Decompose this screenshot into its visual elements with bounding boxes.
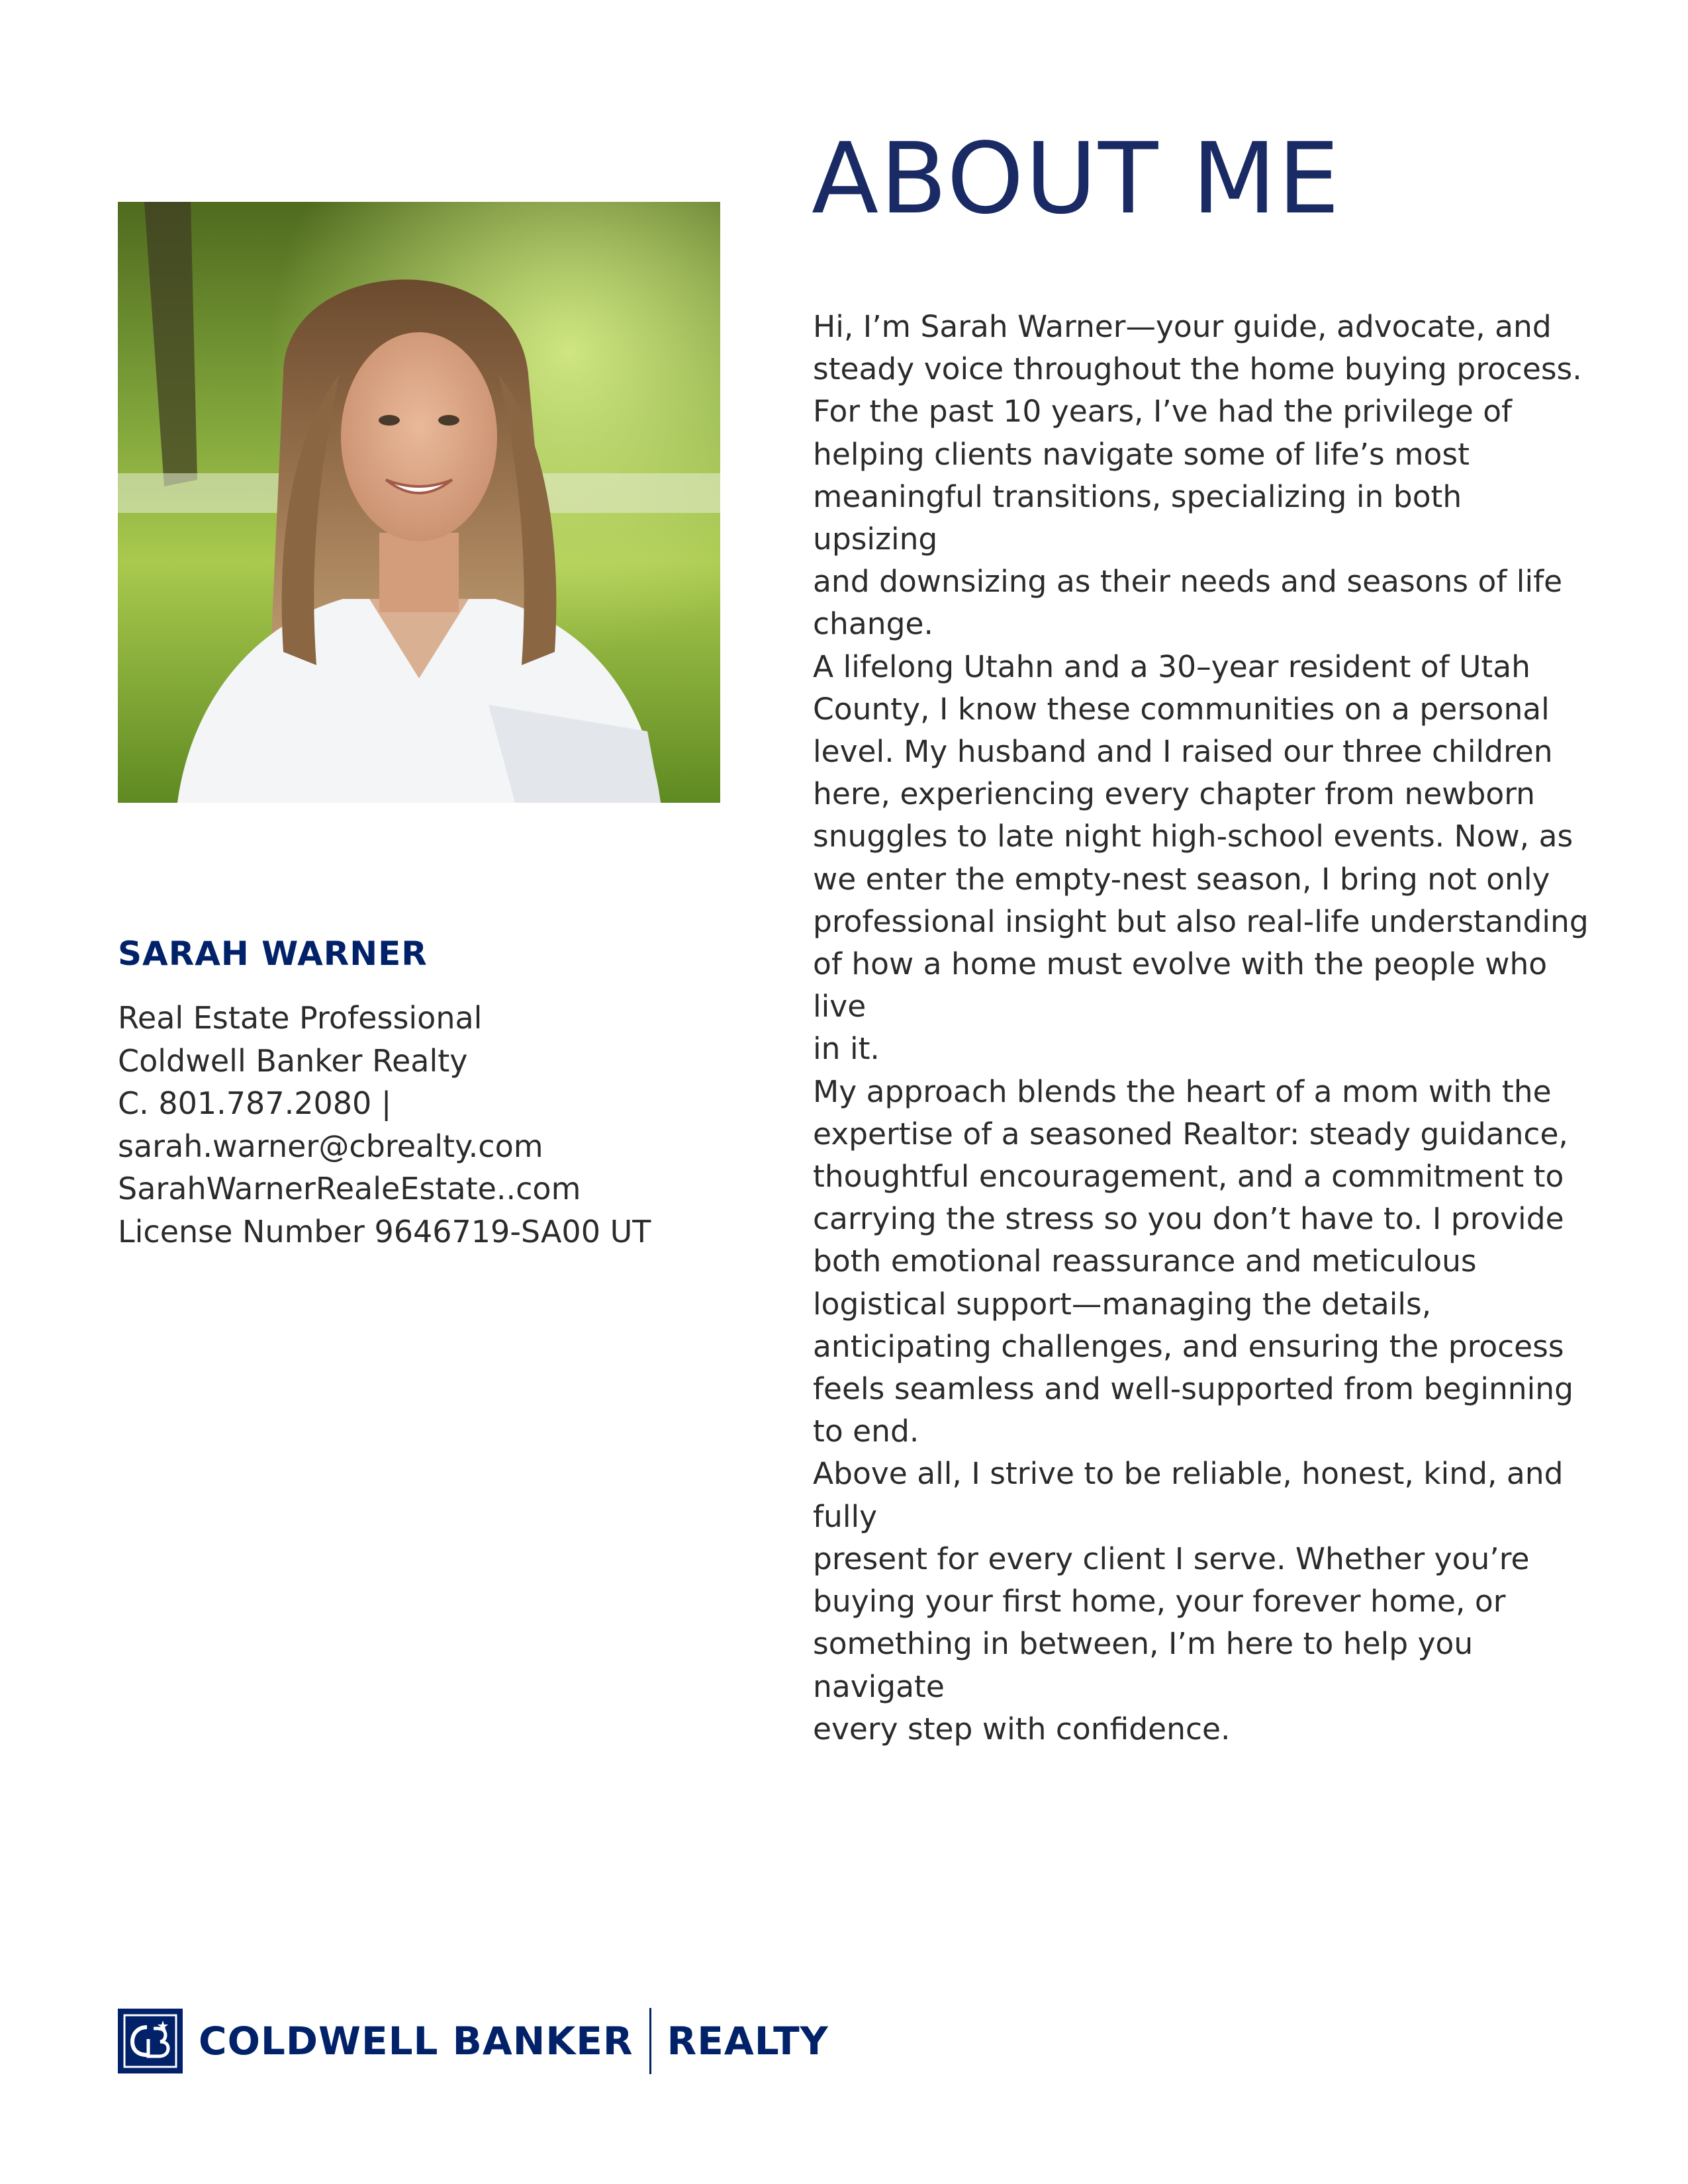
agent-website[interactable]: SarahWarnerRealeEstate..com — [118, 1171, 581, 1206]
agent-name: SARAH WARNER — [118, 934, 428, 973]
agent-email[interactable]: sarah.warner@cbrealty.com — [118, 1128, 543, 1164]
agent-headshot-photo — [118, 202, 720, 803]
logo-wordmark-realty: REALTY — [667, 2019, 829, 2064]
logo-wordmark-coldwell-banker: COLDWELL BANKER — [199, 2019, 633, 2064]
bio-paragraph: My approach blends the heart of a mom with the expertise of a seasoned Realtor: steady guidance, thoughtful encouragement, and a commitment to carrying the stress so you don’t have to. I provide both emotional reassurance and meticulous logistical support—managing the details, anticipating challenges, and ensuring the process feels seamless and well-supported from beginning to end. — [813, 1073, 1574, 1449]
logo-divider — [649, 2008, 651, 2074]
agent-contact-block — [118, 997, 714, 1253]
bio-paragraph: Above all, I strive to be reliable, honest, kind, and fully present for every client I serve. Whether you’re buying your first home, your forever home, or something in between, I’m here to help you navigate every step with confidence. — [813, 1456, 1564, 1747]
bio-text — [813, 306, 1594, 1751]
page-title: ABOUT ME — [812, 122, 1341, 236]
bio-paragraph: Hi, I’m Sarah Warner—your guide, advocate, and steady voice throughout the home buying process. For the past 10 years, I’ve had the privilege of helping clients navigate some of life’s most meaningful transitions, specializing in both upsizing and downsizing as their needs and seasons of life change. — [813, 309, 1582, 642]
coldwell-banker-realty-logo — [118, 2008, 829, 2074]
agent-phone[interactable]: C. 801.787.2080 | — [118, 1085, 392, 1121]
agent-title: Real Estate Professional — [118, 1000, 483, 1036]
agent-license: License Number 9646719-SA00 UT — [118, 1213, 651, 1250]
cb-logo-icon — [118, 2009, 183, 2073]
agent-company: Coldwell Banker Realty — [118, 1042, 468, 1079]
bio-paragraph: A lifelong Utahn and a 30–year resident of Utah County, I know these communities on a personal level. My husband and I raised our three children here, experiencing every chapter from newborn snuggles to late night high-school events. Now, as we enter the empty-nest season, I bring not only professional insight but also real-life understanding of how a home must evolve with the people who live in it. — [813, 649, 1589, 1067]
